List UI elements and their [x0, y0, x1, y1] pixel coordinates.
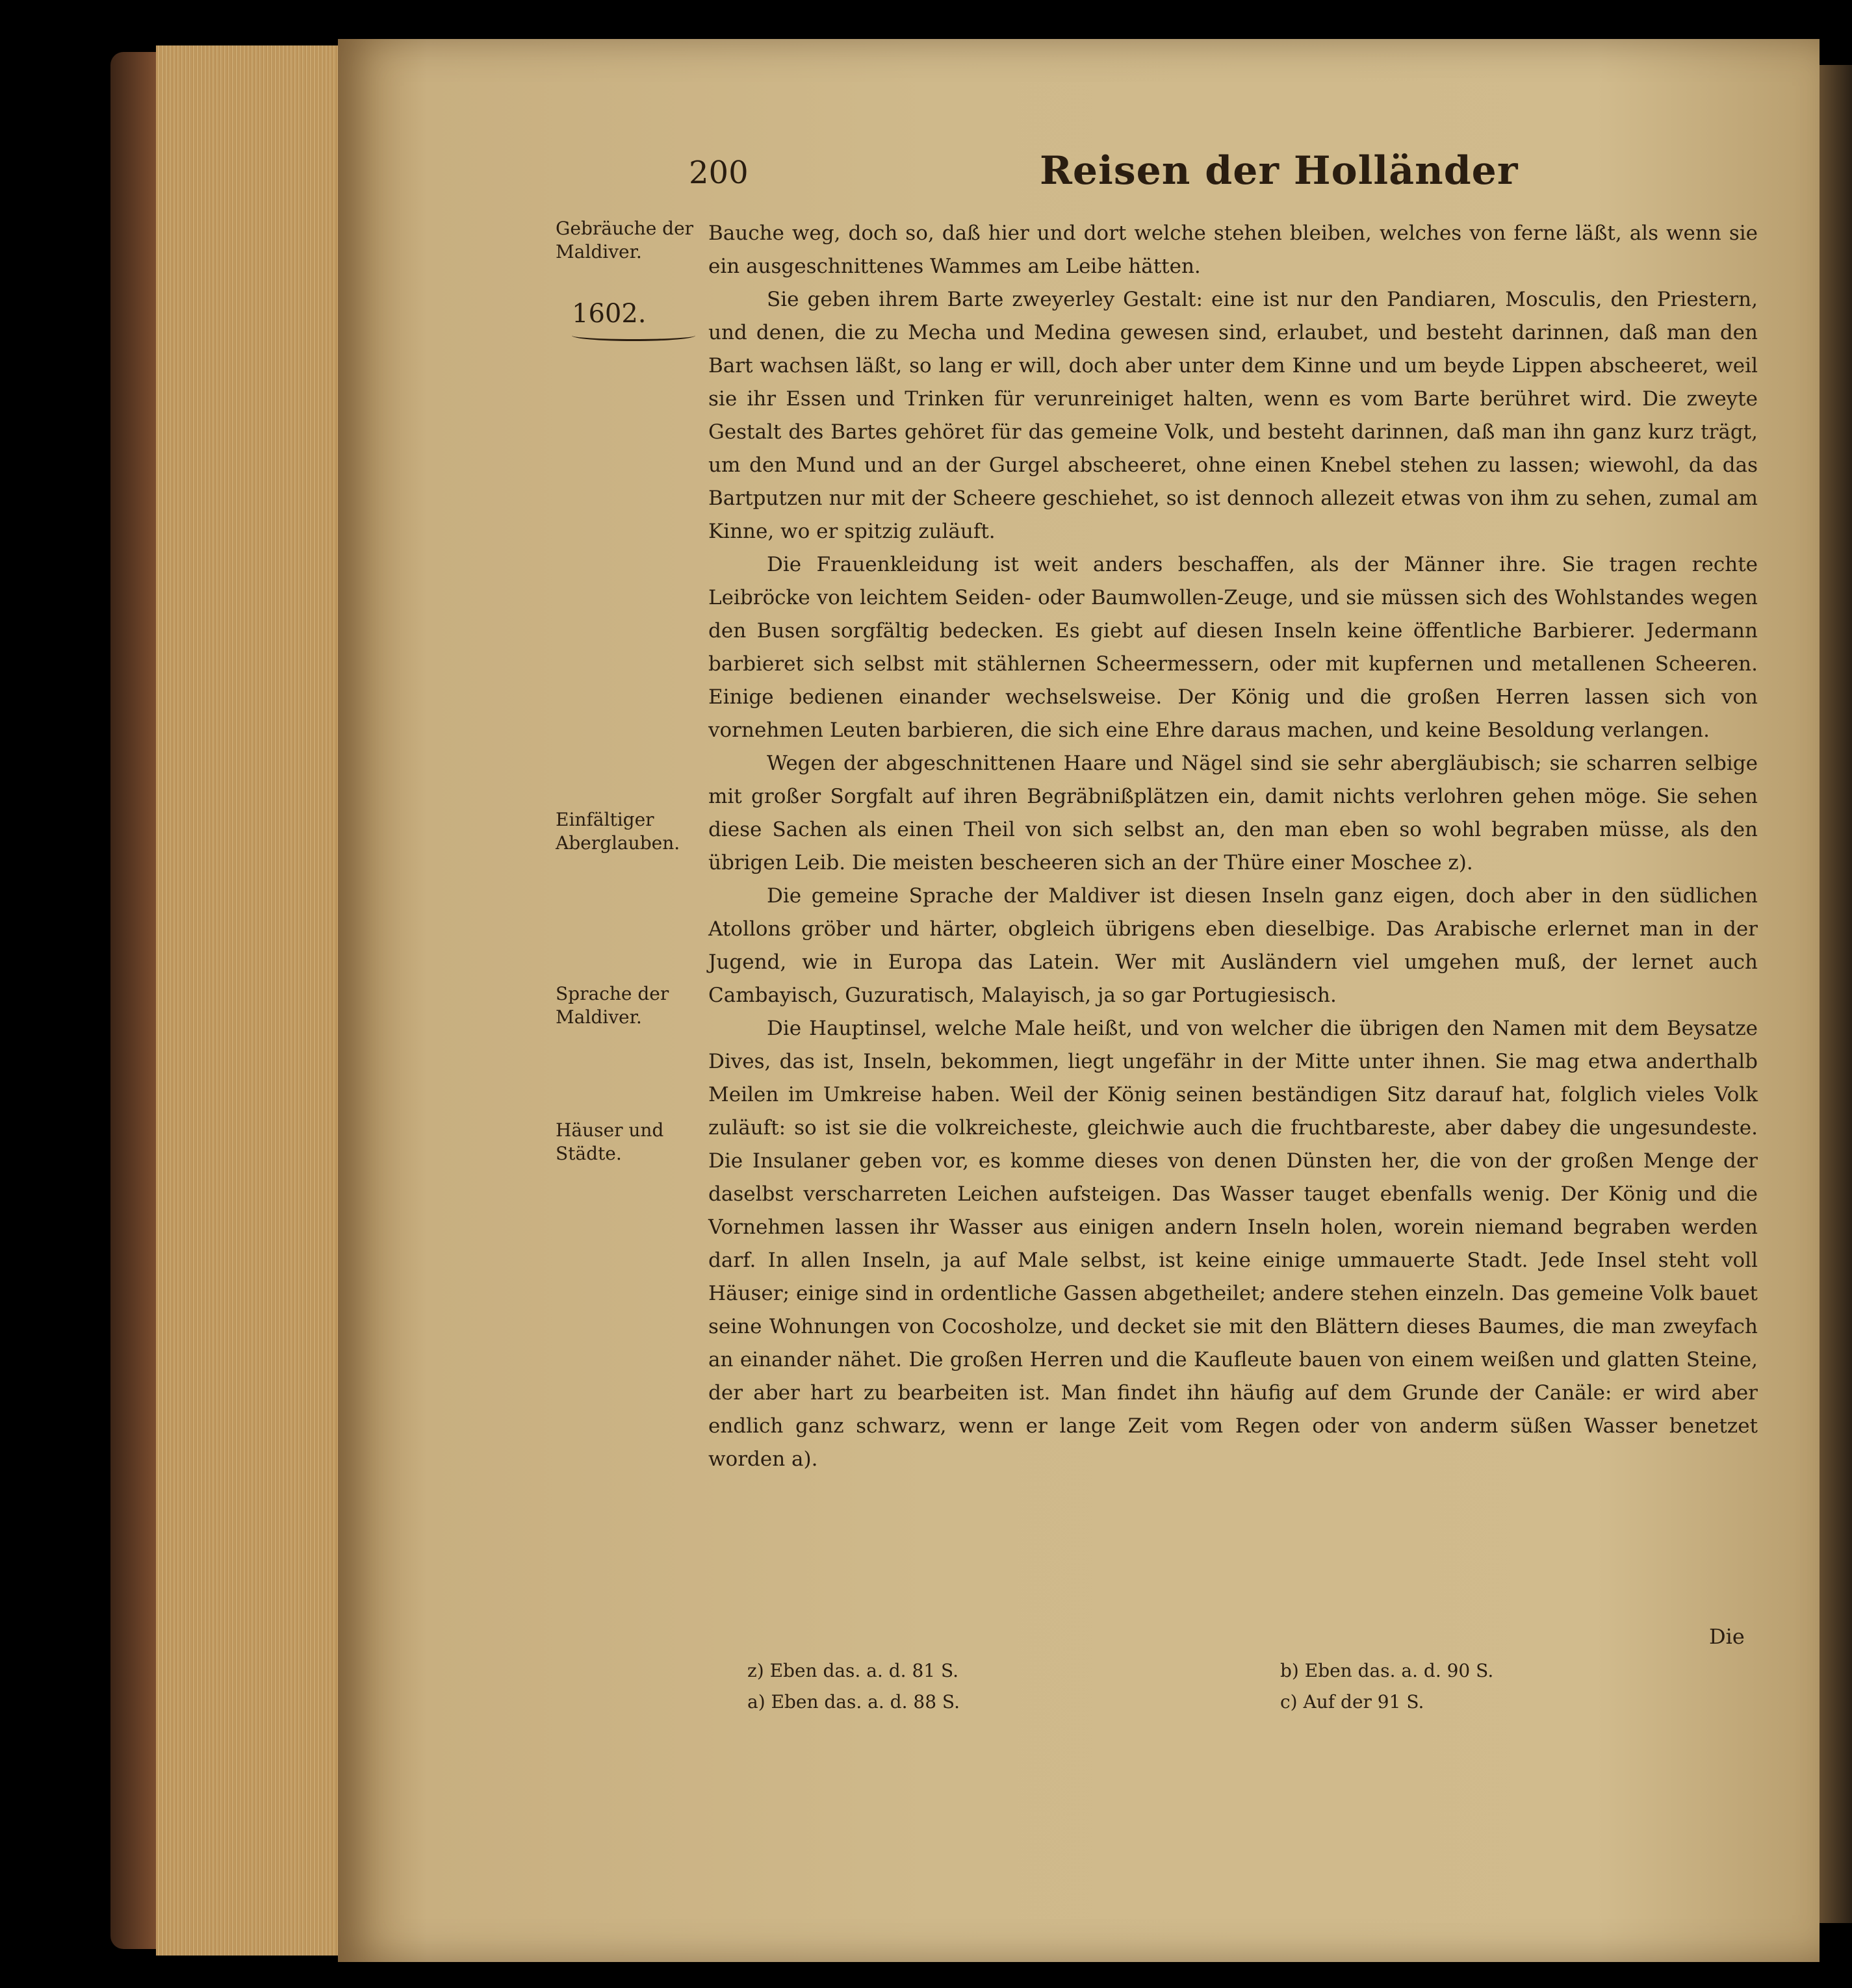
page-number: 200	[689, 155, 749, 191]
paragraph: Die Frauenkleidung ist weit anders beschaffen, als der Männer ihre. Sie tragen rechte Leibröcke von leichtem Seiden- oder Baumwollen-Zeuge, und sie müssen sich des Wohlstandes wegen den Busen sorgfältig bedecken. Es giebt auf diesen Inseln keine öffentliche Barbierer. Jedermann barbieret sich selbst mit stählernen Scheermessern, oder mit kupfernen und metallenen Scheeren. Einige bedienen einander wechselsweise. Der König und die großen Herren lassen sich von vornehmen Leuten barbieren, die sich eine Ehre daraus machen, und keine Besoldung verlangen.	[708, 553, 1758, 742]
paragraph: Die gemeine Sprache der Maldiver ist diesen Inseln ganz eigen, doch aber in den südlichen Atollons gröber und härter, obgleich übrigens eben dieselbige. Das Arabische erlernet man in der Jugend, wie in Europa das Latein. Wer mit Ausländern viel umgehen muß, der lernet auch Cambayisch, Guzuratisch, Malayisch, ja so gar Portugiesisch.	[708, 884, 1758, 1007]
margin-note-language: Sprache der Maldiver.	[556, 983, 669, 1028]
footnote: a) Eben das. a. d. 88 S.	[747, 1691, 960, 1713]
page-edges	[156, 45, 344, 1956]
margin-note-houses: Häuser und Städte.	[556, 1119, 664, 1164]
margin-note-customs: Gebräuche der Maldiver.	[556, 218, 694, 262]
margin-year: 1602.	[572, 299, 647, 329]
margin-note-superstition: Einfältiger Aberglauben.	[556, 809, 680, 854]
paragraph: Bauche weg, doch so, daß hier und dort welche stehen bleiben, welches von ferne läßt, als wenn sie ein ausgeschnittenes Wammes am Leibe hätten.	[708, 222, 1758, 278]
paragraph: Wegen der abgeschnittenen Haare und Nägel sind sie sehr abergläubisch; sie scharren selbige mit großer Sorgfalt auf ihren Begräbnißplätzen ein, damit nichts verlohren gehen möge. Sie sehen diese Sachen als einen Theil von sich selbst an, den man eben so wohl begraben müsse, als den übrigen Leib. Die meisten bescheeren sich an der Thüre einer Moschee z).	[708, 752, 1758, 874]
paragraph: Sie geben ihrem Barte zweyerley Gestalt: eine ist nur den Pandiaren, Mosculis, den Priestern, und denen, die zu Mecha und Medina gewesen sind, erlaubet, und besteht darinnen, daß man den Bart wachsen läßt, so lang er will, doch aber unter dem Kinne und um beyde Lippen abscheeret, weil sie ihr Essen und Trinken für verunreiniget halten, wenn es vom Barte berühret wird. Die zweyte Gestalt des Bartes gehöret für das gemeine Volk, und besteht darinnen, daß man ihn ganz kurz trägt, um den Mund und an der Gurgel abscheeret, ohne einen Knebel stehen zu lassen; wiewohl, da das Bartputzen nur mit der Scheere geschiehet, so ist dennoch allezeit etwas von ihm zu sehen, zumal am Kinne, wo er spitzig zuläuft.	[708, 288, 1758, 543]
paragraph: Die Hauptinsel, welche Male heißt, und von welcher die übrigen den Namen mit dem Beysatze Dives, das ist, Inseln, bekommen, liegt ungefähr in der Mitte unter ihnen. Sie mag etwa anderthalb Meilen im Umkreise haben. Weil der König seinen beständigen Sitz darauf hat, folglich vieles Volk zuläuft: so ist sie die volkreicheste, gleichwie auch die fruchtbareste, aber dabey die ungesundeste. Die Insulaner geben vor, es komme dieses von denen Dünsten her, die von der großen Menge der daselbst verscharreten Leichen aufsteigen. Das Wasser tauget ebenfalls wenig. Der König und die Vornehmen lassen ihr Wasser aus einigen andern Inseln holen, worein niemand begraben werden darf. In allen Inseln, ja auf Male selbst, ist keine einige ummauerte Stadt. Jede Insel steht voll Häuser; einige sind in ordentliche Gassen abgetheilet; andere stehen einzeln. Das gemeine Volk bauet seine Wohnungen von Cocosholze, und decket sie mit den Blättern dieses Baumes, die man zweyfach an einander nähet. Die großen Herren und die Kaufleute bauen von einem weißen und glatten Steine, der aber hart zu bearbeiten ist. Man findet ihn häufig auf dem Grunde der Canäle: er wird aber endlich ganz schwarz, wenn er lange Zeit vom Regen oder von anderm süßen Wasser benetzet worden a).	[708, 1017, 1758, 1471]
page-header	[689, 148, 1761, 200]
footnote: c) Auf der 91 S.	[1280, 1691, 1424, 1713]
running-title: Reisen der Holländer	[1040, 148, 1519, 194]
footnote: b) Eben das. a. d. 90 S.	[1280, 1660, 1494, 1681]
footnote: z) Eben das. a. d. 81 S.	[747, 1660, 959, 1681]
year-brace	[572, 330, 695, 341]
main-text	[708, 217, 1758, 1476]
catchword: Die	[1709, 1624, 1745, 1649]
